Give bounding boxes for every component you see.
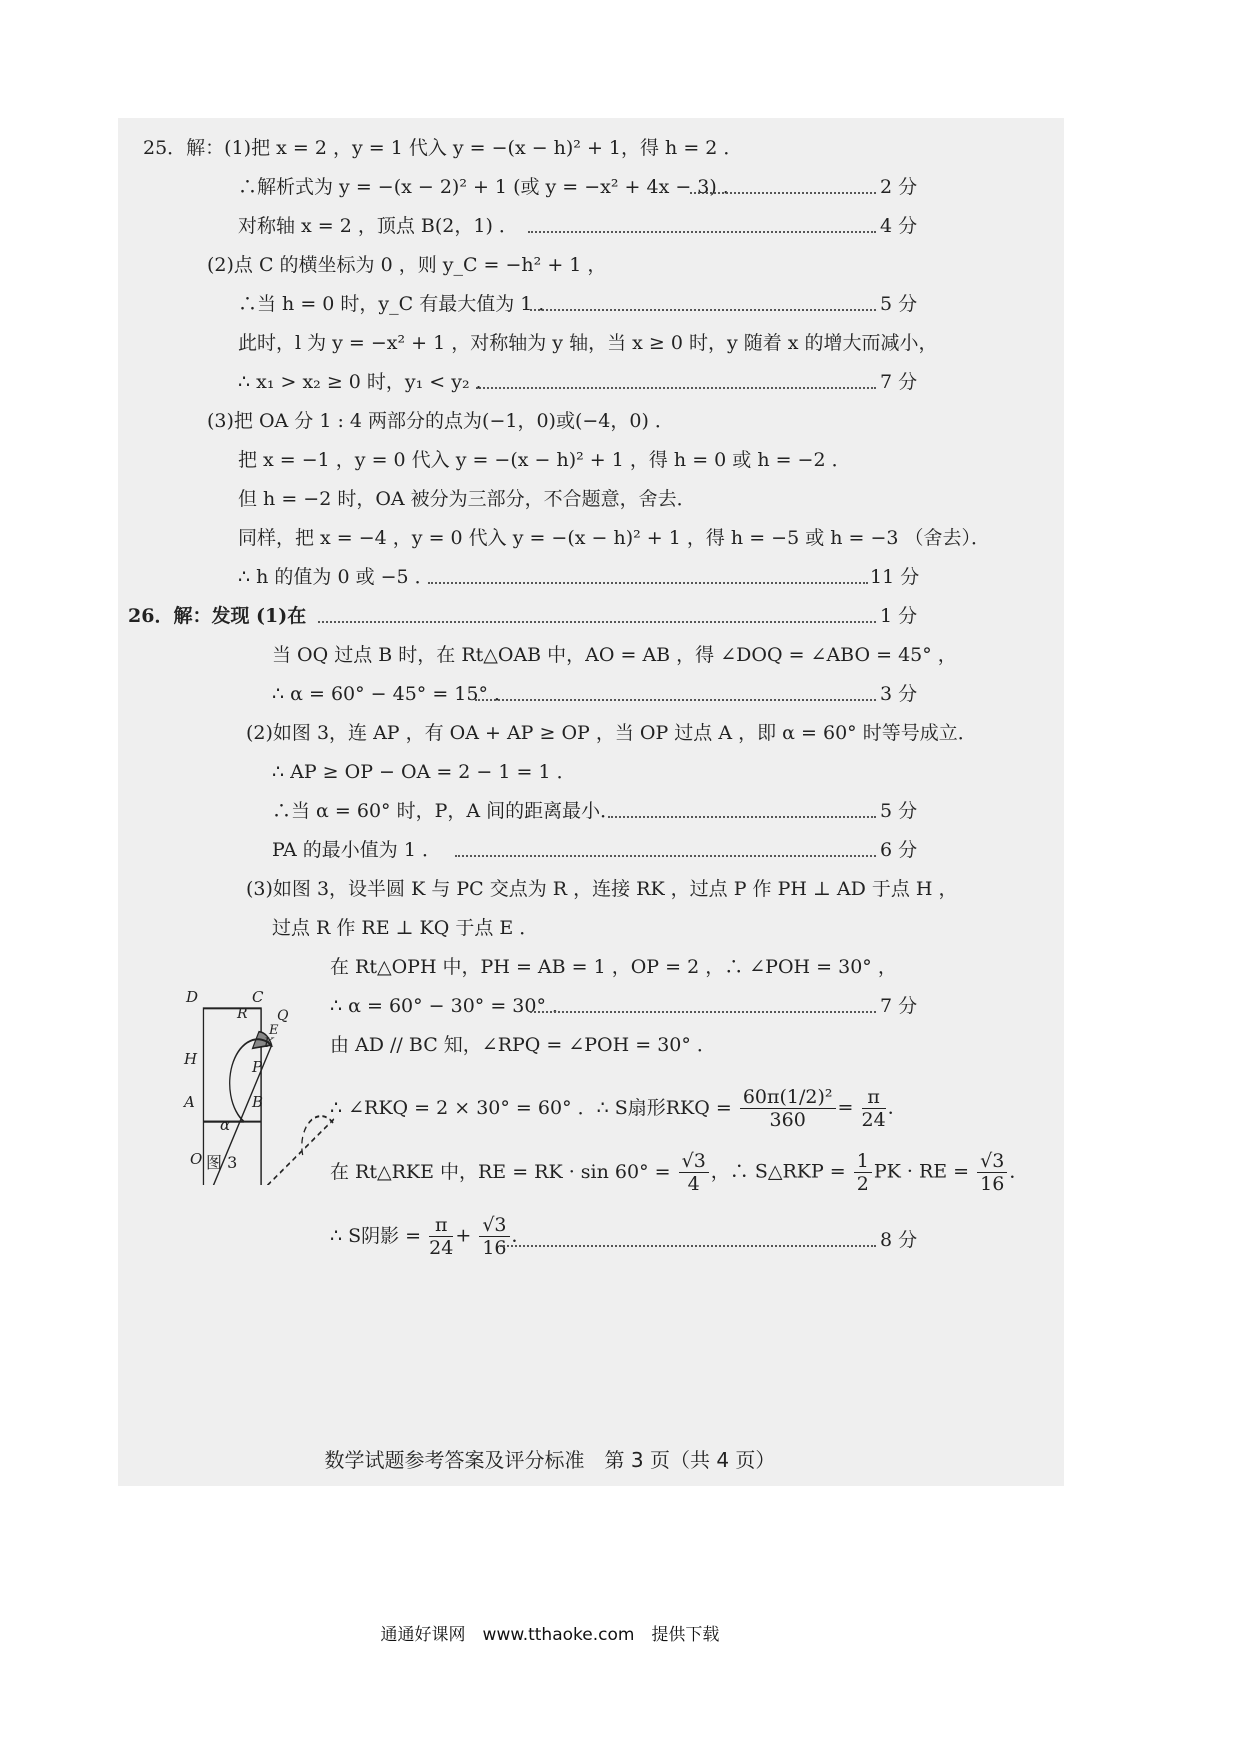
- fraction: $\frac{\pi}{24}$: [429, 1214, 454, 1259]
- answer-line: (3)把 OA 分 1 : 4 两部分的点为(−1，0)或(−4，0) ．: [207, 410, 674, 432]
- answer-line: 但 h = −2 时，OA 被分为三部分，不合题意，舍去．: [238, 488, 696, 510]
- answer-line: ∴ α = 60° − 30° = 30° ．: [330, 995, 572, 1017]
- answer-line: 在 Rt△OPH 中，PH = AB = 1 ，OP = 2 ，∴ ∠POH = 30° ，: [330, 956, 897, 978]
- point-label: R: [237, 1006, 248, 1022]
- answer-line: (2)点 C 的横坐标为 0 ，则 y_C = −h² + 1 ，: [207, 254, 607, 276]
- answer-line: ∴解析式为 y = −(x − 2)² + 1 (或 y = −x² + 4x − 3) ．: [238, 176, 742, 198]
- fraction: $\frac{√3}{4}$: [679, 1150, 709, 1195]
- score-label: 4 分: [880, 215, 918, 237]
- point-label: α: [220, 1116, 231, 1134]
- download-credit: 通通好课网 www.tthaoke.com 提供下载: [380, 1625, 720, 1645]
- point-label: B: [252, 1093, 264, 1111]
- answer-line: 过点 R 作 RE ⊥ KQ 于点 E ．: [272, 917, 539, 939]
- score-leader: [428, 582, 868, 584]
- score-leader: [530, 1011, 876, 1013]
- point-label: Q: [277, 1008, 289, 1024]
- score-leader: [476, 387, 876, 389]
- answer-line: (2)如图 3，连 AP ，有 OA + AP ≥ OP ，当 OP 过点 A ，即 α = 60° 时等号成立．: [246, 722, 977, 744]
- fraction: $\frac{1}{2}$: [854, 1150, 872, 1195]
- fraction: $\frac{\text{60π(1/2)²}}{360}$: [740, 1086, 836, 1131]
- point-label: H: [184, 1050, 198, 1068]
- score-label: 2 分: [880, 176, 918, 198]
- fraction: $\frac{√3}{16}$: [479, 1214, 509, 1259]
- answer-line: 同样，把 x = −4 ，y = 0 代入 y = −(x − h)² + 1 ，得 h = −5 或 h = −3 （舍去）．: [238, 527, 991, 549]
- fraction: $\frac{\pi}{24}$: [861, 1086, 886, 1131]
- score-label: 8 分: [880, 1229, 918, 1251]
- score-label: 5 分: [880, 800, 918, 822]
- figure-labels: [184, 988, 344, 1188]
- answer-line: ∴ S阴影 = $\frac{\pi}{24}$ + $\frac{√3}{16}$ ．: [330, 1214, 531, 1259]
- answer-line: 由 AD // BC 知，∠RPQ = ∠POH = 30° ．: [330, 1034, 716, 1056]
- point-label: A: [184, 1093, 195, 1111]
- score-leader: [500, 1245, 876, 1247]
- score-leader: [455, 855, 876, 857]
- answer-line: ∴ x₁ > x₂ ≥ 0 时，y₁ < y₂ ．: [238, 371, 495, 393]
- point-label: D: [186, 988, 199, 1006]
- score-label: 7 分: [880, 995, 918, 1017]
- answer-line: ∴ ∠RKQ = 2 × 30° = 60° ．∴ S扇形RKQ = $\frac{\text{60π(1/2)²}}{360}$ = $\frac{\pi}{24}$ ．: [330, 1086, 907, 1131]
- answer-line: 此时，l 为 y = −x² + 1 ，对称轴为 y 轴，当 x ≥ 0 时，y 随着 x 的增大而减小，: [238, 332, 938, 354]
- score-leader: [475, 699, 876, 701]
- answer-line: ∴ AP ≥ OP − OA = 2 − 1 = 1 ．: [272, 761, 576, 783]
- answer-line: 在 Rt△RKE 中，RE = RK · sin 60° = $\frac{√3}{4}$ ，∴ S△RKP = $\frac{1}{2}$ PK · RE = $\frac{√3}{16}$ ．: [330, 1150, 1029, 1195]
- score-label: 1 分: [880, 605, 918, 627]
- score-leader: [528, 231, 876, 233]
- fraction: $\frac{√3}{16}$: [977, 1150, 1007, 1195]
- score-label: 3 分: [880, 683, 918, 705]
- answer-line: (3)如图 3，设半圆 K 与 PC 交点为 R ，连接 RK ，过点 P 作 PH ⊥ AD 于点 H ，: [246, 878, 958, 900]
- figure-caption: 图 3: [206, 1153, 238, 1172]
- score-leader: [690, 192, 876, 194]
- answer-line: 把 x = −1 ，y = 0 代入 y = −(x − h)² + 1 ，得 h = 0 或 h = −2 ．: [238, 449, 851, 471]
- score-label: 7 分: [880, 371, 918, 393]
- answer-line: 25．解：(1)把 x = 2 ，y = 1 代入 y = −(x − h)² + 1，得 h = 2 ．: [143, 137, 743, 159]
- answer-line: ∴当 α = 60° 时，P，A 间的距离最小．: [272, 800, 620, 822]
- score-label: 6 分: [880, 839, 918, 861]
- point-label: C: [252, 988, 264, 1006]
- answer-line: ∴当 h = 0 时，y_C 有最大值为 1 ．: [238, 293, 558, 315]
- score-label: 5 分: [880, 293, 918, 315]
- answer-line: 对称轴 x = 2 ，顶点 B(2，1) ．: [238, 215, 518, 237]
- point-label: E: [269, 1023, 279, 1038]
- answer-line: PA 的最小值为 1 ．: [272, 839, 441, 861]
- point-label: P: [252, 1058, 263, 1076]
- score-leader: [530, 309, 876, 311]
- point-label: K: [264, 1036, 274, 1051]
- answer-line: 26．解：发现 (1)在: [128, 605, 307, 627]
- score-label: 11 分: [870, 566, 920, 588]
- point-label: O: [190, 1150, 203, 1168]
- answer-line: ∴ α = 60° − 45° = 15° ．: [272, 683, 514, 705]
- answer-line: ∴ h 的值为 0 或 −5 ．: [238, 566, 434, 588]
- answer-line: 当 OQ 过点 B 时，在 Rt△OAB 中，AO = AB ，得 ∠DOQ = ∠ABO = 45° ，: [272, 644, 957, 666]
- page-footer: 数学试题参考答案及评分标准 第 3 页（共 4 页）: [324, 1448, 776, 1472]
- score-leader: [608, 816, 876, 818]
- score-leader: [318, 621, 876, 623]
